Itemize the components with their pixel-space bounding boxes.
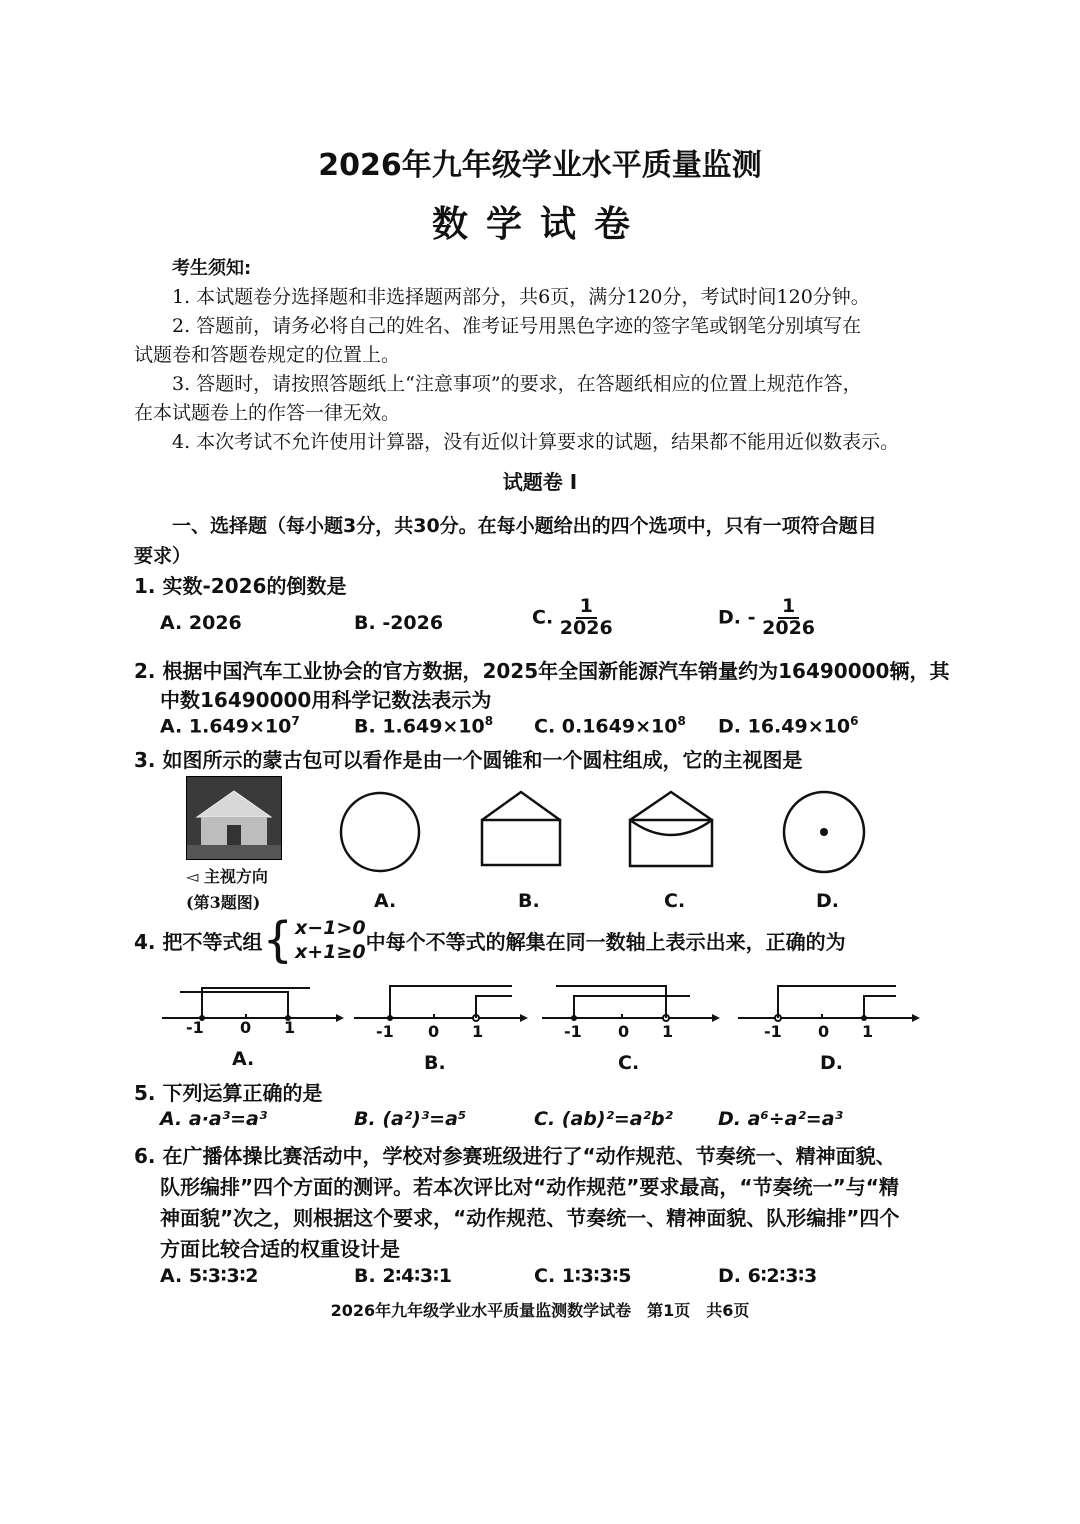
q3-stem: 3. 如图所示的蒙古包可以看作是由一个圆锥和一个圆柱组成，它的主视图是 bbox=[134, 748, 803, 772]
q4-number-lines bbox=[160, 978, 930, 1038]
q4-inequality-system bbox=[262, 912, 366, 968]
q3-label-a: A. bbox=[374, 890, 397, 912]
q4-label-b: B. bbox=[424, 1052, 446, 1074]
q5-option-d: D. a⁶÷a²=a³ bbox=[718, 1108, 843, 1130]
q6-stem-line3: 神面貌”次之，则根据这个要求，“动作规范、节奏统一、精神面貌、队形编排”四个 bbox=[160, 1206, 900, 1230]
q3-options-figures bbox=[330, 780, 890, 880]
q1-stem: 1. 实数-2026的倒数是 bbox=[134, 574, 347, 598]
yurt-image bbox=[187, 777, 281, 859]
q4-a-tick-0: 0 bbox=[240, 1018, 252, 1037]
q2-c-base: C. 0.1649×10 bbox=[534, 715, 678, 738]
notice-item-2: 2. 答题前，请务必将自己的姓名、准考证号用黑色字迹的签字笔或钢笔分别填写在 bbox=[172, 315, 862, 337]
q2-a-exp: 7 bbox=[291, 714, 300, 728]
q1-option-c bbox=[532, 597, 613, 639]
q4-numberline-a bbox=[162, 988, 344, 1022]
q1-option-d bbox=[718, 597, 815, 639]
yurt-photo bbox=[186, 776, 282, 860]
q1-option-d-label: D. - bbox=[718, 606, 756, 629]
q2-d-exp: 6 bbox=[850, 714, 859, 728]
q4-label-c: C. bbox=[618, 1052, 640, 1074]
q4-b-tick-1: 1 bbox=[472, 1022, 484, 1041]
q2-c-exp: 8 bbox=[677, 714, 686, 728]
q1-c-numerator: 1 bbox=[576, 597, 597, 619]
q3-view-direction bbox=[186, 864, 268, 887]
q6-stem-line1: 6. 在广播体操比赛活动中，学校对参赛班级进行了“动作规范、节奏统一、精神面貌、 bbox=[134, 1144, 896, 1168]
q1-option-c-fraction bbox=[560, 597, 613, 639]
q6-stem-line4: 方面比较合适的权重设计是 bbox=[160, 1237, 400, 1261]
q2-b-base: B. 1.649×10 bbox=[354, 715, 485, 738]
q4-numberline-b bbox=[354, 986, 528, 1022]
q1-option-a: A. 2026 bbox=[160, 612, 242, 634]
q3-d-circle-dot bbox=[784, 792, 864, 872]
left-brace-icon: { bbox=[262, 912, 294, 968]
q4-c-tick-0: 0 bbox=[618, 1022, 630, 1041]
q3-b-house-shape bbox=[482, 792, 560, 865]
page-footer: 2026年九年级学业水平质量监测数学试卷 第1页 共6页 bbox=[330, 1301, 750, 1320]
q2-option-b bbox=[354, 714, 493, 737]
section-title: 试题卷 I bbox=[502, 470, 578, 494]
q4-d-tick-neg1: -1 bbox=[764, 1022, 782, 1041]
q4-a-tick-1: 1 bbox=[284, 1018, 296, 1037]
q4-a-tick-neg1: -1 bbox=[186, 1018, 204, 1037]
q4-numberline-d bbox=[738, 986, 920, 1022]
q5-option-b: B. (a²)³=a⁵ bbox=[354, 1108, 467, 1130]
part1-heading-cont: 要求） bbox=[134, 545, 192, 567]
q6-option-c: C. 1∶3∶3∶5 bbox=[534, 1265, 632, 1287]
q6-option-a: A. 5∶3∶3∶2 bbox=[160, 1265, 259, 1287]
exam-title: 2026年九年级学业水平质量监测 bbox=[318, 148, 762, 183]
arrow-up-icon: ◅ bbox=[186, 867, 199, 886]
q3-label-b: B. bbox=[518, 890, 540, 912]
q3-figure-caption: (第3题图) bbox=[186, 893, 261, 912]
notice-item-3: 3. 答题时，请按照答题纸上“注意事项”的要求，在答题纸相应的位置上规范作答， bbox=[172, 373, 862, 395]
q4-inequality-2: x+1≥0 bbox=[295, 941, 366, 963]
part1-heading: 一、选择题（每小题3分，共30分。在每小题给出的四个选项中，只有一项符合题目 bbox=[172, 515, 877, 537]
q4-stem bbox=[134, 912, 846, 968]
q2-a-base: A. 1.649×10 bbox=[160, 715, 292, 738]
q2-option-c bbox=[534, 714, 686, 737]
q6-option-b: B. 2∶4∶3∶1 bbox=[354, 1265, 452, 1287]
q4-numberline-c bbox=[542, 986, 720, 1022]
q1-d-numerator: 1 bbox=[778, 597, 799, 619]
q3-label-d: D. bbox=[816, 890, 839, 912]
q6-option-d: D. 6∶2∶3∶3 bbox=[718, 1265, 818, 1287]
q2-b-exp: 8 bbox=[484, 714, 494, 728]
q2-option-a bbox=[160, 714, 300, 737]
q3-view-direction-label: 主视方向 bbox=[203, 867, 268, 886]
exam-subject-title: 数学试卷 bbox=[431, 204, 648, 245]
q4-b-tick-0: 0 bbox=[428, 1022, 440, 1041]
q4-prefix: 4. 把不等式组 bbox=[134, 929, 263, 954]
q2-option-d bbox=[718, 714, 858, 737]
q4-b-tick-neg1: -1 bbox=[376, 1022, 394, 1041]
notice-item-1: 1. 本试题卷分选择题和非选择题两部分，共6页，满分120分，考试时间120分钟。 bbox=[172, 286, 870, 308]
q2-d-base: D. 16.49×10 bbox=[718, 715, 851, 738]
notice-item-4: 4. 本次考试不允许使用计算器，没有近似计算要求的试题，结果都不能用近似数表示。 bbox=[172, 431, 900, 453]
q5-option-c: C. (ab)²=a²b² bbox=[534, 1108, 673, 1130]
notice-heading: 考生须知: bbox=[172, 258, 252, 279]
q6-stem-line2: 队形编排”四个方面的测评。若本次评比对“动作规范”要求最高，“节奏统一”与“精 bbox=[160, 1175, 899, 1199]
q2-stem-line1: 2. 根据中国汽车工业协会的官方数据，2025年全国新能源汽车销量约为16490000辆，其 bbox=[134, 659, 950, 683]
notice-item-2-cont: 试题卷和答题卷规定的位置上。 bbox=[134, 344, 401, 366]
q4-label-a: A. bbox=[232, 1048, 255, 1070]
q1-option-b: B. -2026 bbox=[354, 612, 444, 634]
q4-c-tick-neg1: -1 bbox=[564, 1022, 582, 1041]
q1-option-d-fraction bbox=[762, 597, 815, 639]
q4-inequality-1: x−1>0 bbox=[295, 917, 366, 939]
q4-inequalities bbox=[295, 916, 366, 964]
q4-c-tick-1: 1 bbox=[662, 1022, 674, 1041]
q1-c-denominator: 2026 bbox=[559, 616, 613, 639]
q1-option-c-label: C. bbox=[532, 606, 554, 629]
q1-d-denominator: 2026 bbox=[762, 616, 816, 639]
q5-stem: 5. 下列运算正确的是 bbox=[134, 1081, 323, 1105]
q4-d-tick-0: 0 bbox=[818, 1022, 830, 1041]
notice-item-3-cont: 在本试题卷上的作答一律无效。 bbox=[134, 402, 401, 424]
q4-suffix: 中每个不等式的解集在同一数轴上表示出来，正确的为 bbox=[365, 929, 846, 954]
q3-label-c: C. bbox=[664, 890, 686, 912]
q4-d-tick-1: 1 bbox=[862, 1022, 874, 1041]
q3-a-circle bbox=[341, 793, 419, 871]
q3-c-curved-shape bbox=[630, 792, 712, 866]
q4-label-d: D. bbox=[820, 1052, 843, 1074]
q2-stem-line2: 中数16490000用科学记数法表示为 bbox=[160, 688, 492, 712]
q5-option-a: A. a·a³=a³ bbox=[160, 1108, 268, 1130]
